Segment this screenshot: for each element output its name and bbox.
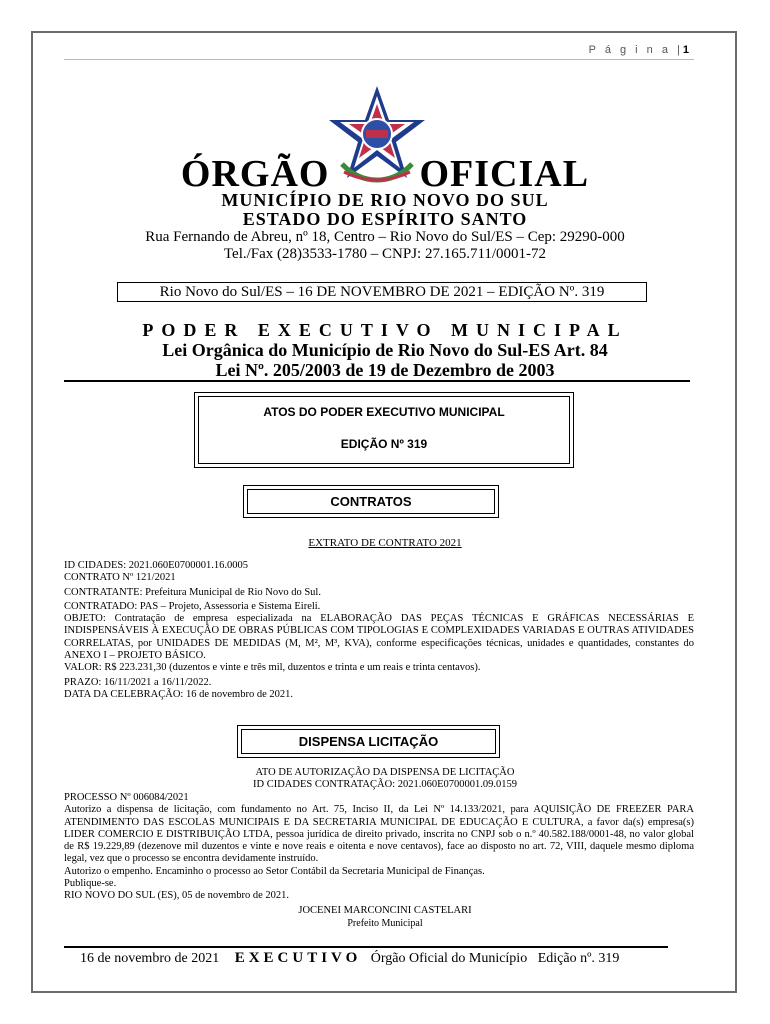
- contract-line: ID CIDADES: 2021.060E0700001.16.0005: [64, 560, 249, 571]
- contract-details: [64, 560, 694, 701]
- dispensa-body: Autorizo a dispensa de licitação, com fundamento no Art. 75, Inciso II, da Lei Nº 14.133/2021, para AQUISIÇÃO DE FREEZER PARA ATENDIMENTO DAS ESCOLAS MUNICIPAIS E DA SECRETARIA MUNICIPAL DE EDUCAÇÃO E CULTURA, a favor da(s) empresa(s) LIDER COMERCIO E DISTRIBUIÇÃO LTDA, pessoa jurídica de direito privado, inscrita no CNPJ sob o n.º 40.582.188/0001-48, no valor global de R$ 19.229,89 (dezenove mil duzentos e vinte e nove reais e oitenta e nove centavos), face ao disposto no art. 72, VIII, daquele mesmo diploma legal, vez que o processo se encontra devidamente instruído.: [64, 804, 694, 865]
- footer-section: EXECUTIVO: [234, 950, 362, 966]
- address-line: Rua Fernando de Abreu, nº 18, Centro – Rio Novo do Sul/ES – Cep: 29290-000: [145, 229, 625, 245]
- acts-box-edition: EDIÇÃO Nº 319: [340, 437, 428, 451]
- municipality-name: MUNICÍPIO DE RIO NOVO DO SUL: [221, 190, 549, 210]
- footer-publication: Órgão Oficial do Município: [370, 951, 528, 966]
- dispensa-heading: DISPENSA LICITAÇÃO: [237, 725, 500, 758]
- signer-name: JOCENEI MARCONCINI CASTELARI: [298, 905, 472, 916]
- acts-box-title: ATOS DO PODER EXECUTIVO MUNICIPAL: [263, 405, 505, 419]
- footer-rule: [64, 946, 668, 948]
- contract-line: DATA DA CELEBRAÇÃO: 16 de novembro de 2021.: [64, 688, 293, 700]
- signer-role: Prefeito Municipal: [347, 918, 423, 929]
- page-number: [589, 44, 692, 56]
- law-line-1: Lei Orgânica do Município de Rio Novo do Sul-ES Art. 84: [162, 340, 608, 360]
- dispensa-line: PROCESSO Nº 006084/2021: [64, 792, 189, 803]
- dispensa-details: [64, 792, 694, 903]
- footer-date: 16 de novembro de 2021: [80, 951, 220, 966]
- footer-edition: Edição nº. 319: [537, 951, 620, 966]
- title-right: OFICIAL: [419, 153, 590, 195]
- contract-line: CONTRATANTE: Prefeitura Municipal de Rio Novo do Sul.: [64, 586, 321, 598]
- dispensa-line: Autorizo o empenho. Encaminho o processo ao Setor Contábil da Secretaria Municipal de Finanças.: [64, 865, 485, 877]
- state-name: ESTADO DO ESPÍRITO SANTO: [242, 209, 528, 229]
- acts-box: [194, 392, 574, 468]
- extract-title-text: EXTRATO DE CONTRATO 2021: [308, 537, 462, 549]
- page-footer: [80, 950, 619, 967]
- contract-line: CONTRATADO: PAS – Projeto, Assessoria e Sistema Eireli.: [64, 600, 321, 612]
- title-left: ÓRGÃO: [180, 153, 330, 195]
- date-edition-box: Rio Novo do Sul/ES – 16 DE NOVEMBRO DE 2021 – EDIÇÃO Nº. 319: [117, 282, 647, 302]
- page-number-value: 1: [682, 44, 692, 56]
- page-label: P á g i n a |: [588, 44, 683, 56]
- dispensa-act-title: ATO DE AUTORIZAÇÃO DA DISPENSA DE LICITAÇÃO: [255, 767, 515, 778]
- dispensa-line: Publique-se.: [64, 878, 117, 890]
- contract-line: CONTRATO Nº 121/2021: [64, 572, 176, 584]
- contratos-heading: CONTRATOS: [243, 485, 499, 518]
- section-rule: [64, 380, 690, 382]
- header-rule: [64, 59, 694, 60]
- contract-line: VALOR: R$ 223.231,30 (duzentos e vinte e três mil, duzentos e trinta e um reais e trinta centavos).: [64, 662, 481, 674]
- law-line-2: Lei Nº. 205/2003 de 19 de Dezembro de 2003: [215, 360, 555, 380]
- contract-line: PRAZO: 16/11/2021 a 16/11/2022.: [64, 676, 212, 688]
- contact-line: Tel./Fax (28)3533-1780 – CNPJ: 27.165.711/0001-72: [223, 246, 547, 262]
- dispensa-line: RIO NOVO DO SUL (ES), 05 de novembro de 2021.: [64, 890, 290, 902]
- dispensa-id-line: ID CIDADES CONTRATAÇÃO: 2021.060E0700001.09.0159: [253, 779, 517, 790]
- power-heading: PODER EXECUTIVO MUNICIPAL: [142, 320, 628, 340]
- contract-object: OBJETO: Contratação de empresa especializada na ELABORAÇÃO DAS PEÇAS TÉCNICAS E GRÁFICAS NECESSÁRIAS E INDISPENSÁVEIS À EXECUÇÃO DE OBRAS PÚBLICAS COM TIPOLOGIAS E COMPLEXIDADES VARIADAS E OUTRAS ATIVIDADES CORRELATAS, por UNIDADES DE MEDIDAS (M, M², M³, KVA), conforme especificações técnicas, unidades e quantidades, constantes do ANEXO I – PROJETO BÁSICO.: [64, 613, 694, 662]
- extract-title: [0, 537, 770, 549]
